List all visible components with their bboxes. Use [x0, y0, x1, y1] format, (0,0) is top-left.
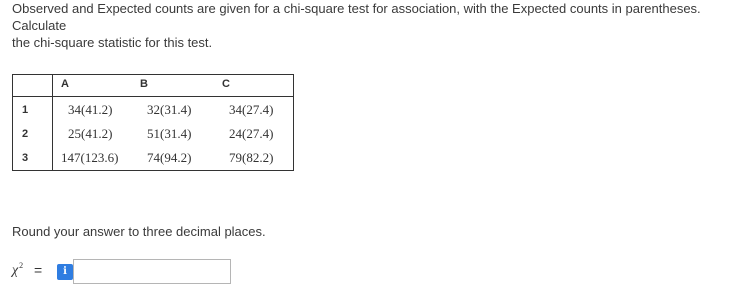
table-cell: 79(82.2): [229, 150, 274, 165]
column-header-b: B: [140, 78, 148, 90]
chi-symbol: χ: [12, 263, 19, 278]
answer-input[interactable]: [73, 259, 231, 284]
chi-square-symbol: [12, 261, 23, 279]
row-header-1: 1: [22, 104, 29, 116]
question-text: [12, 0, 737, 51]
chi-exponent: 2: [19, 261, 24, 270]
table-cell: 74(94.2): [147, 150, 192, 165]
row-header-3: 3: [22, 152, 29, 164]
table-column-header-divider: [13, 96, 293, 97]
table-cell: 147(123.6): [61, 150, 119, 165]
question-line-1: Observed and Expected counts are given for a chi-square test for association, with the Expected counts in parentheses. Calculate: [12, 1, 701, 33]
table-cell: 34(27.4): [229, 102, 274, 117]
table-cell: 32(31.4): [147, 102, 192, 117]
row-header-2: 2: [22, 128, 29, 140]
info-icon[interactable]: i: [57, 264, 73, 280]
question-line-2: the chi-square statistic for this test.: [12, 35, 213, 50]
answer-row: [12, 258, 232, 284]
column-header-a: A: [61, 78, 69, 90]
table-cell: 25(41.2): [68, 126, 113, 141]
column-header-c: C: [222, 78, 230, 90]
table-cell: 51(31.4): [147, 126, 192, 141]
table-row-header-divider: [52, 75, 53, 170]
contingency-table: [12, 74, 294, 171]
instruction-text: Round your answer to three decimal places.: [12, 224, 266, 239]
table-cell: 24(27.4): [229, 126, 274, 141]
table-cell: 34(41.2): [68, 102, 113, 117]
equals-sign: =: [34, 262, 43, 278]
